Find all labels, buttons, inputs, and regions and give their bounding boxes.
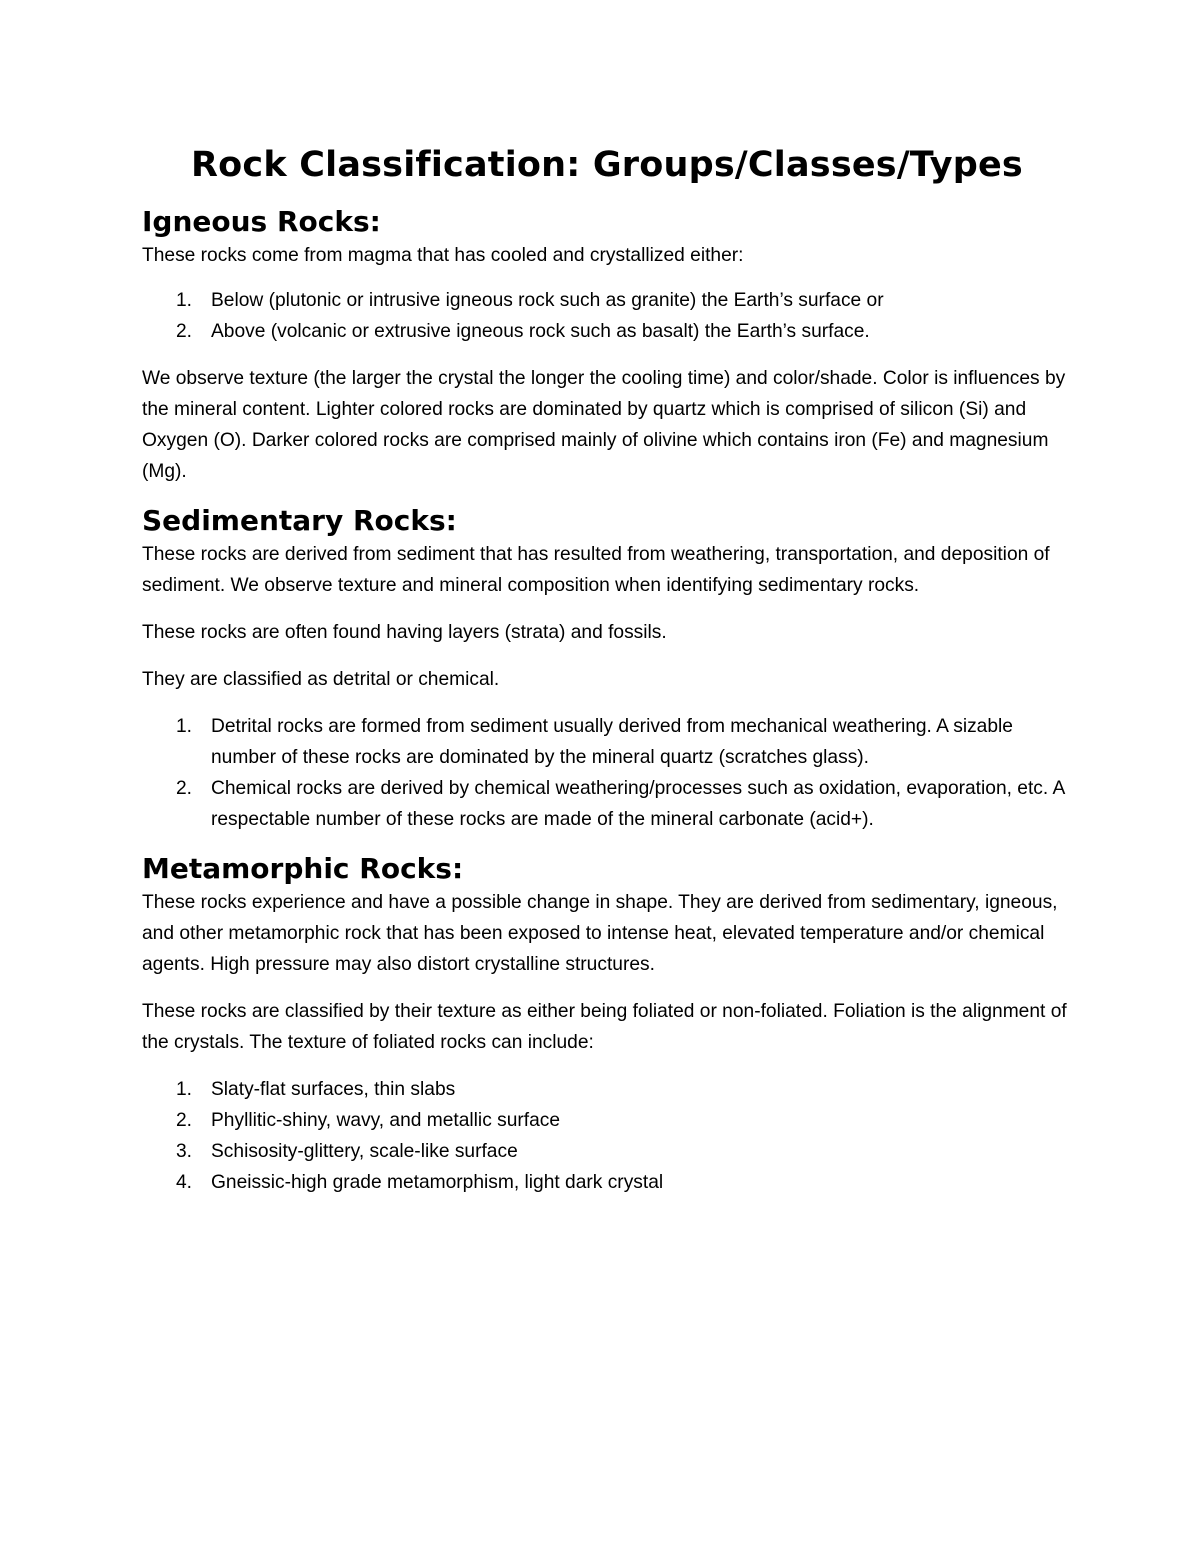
list-item [142,285,1072,316]
sedimentary-paragraph-3: They are classified as detrital or chemical. [142,669,500,690]
sedimentary-section [142,503,1072,835]
list-item-text: Below (plutonic or intrusive igneous rock such as granite) the Earth’s surface or [211,290,884,311]
list-number: 1. [176,716,193,737]
igneous-list [142,285,1072,347]
list-item [142,1136,1072,1167]
sedimentary-paragraph-1: These rocks are derived from sediment that has resulted from weathering, transportation, and deposition of sediment. We observe texture and mineral composition when identifying sedimentary rocks. [142,544,1050,596]
list-number: 3. [176,1141,193,1162]
list-item-text: Above (volcanic or extrusive igneous rock such as basalt) the Earth’s surface. [211,321,870,342]
list-item-text: Gneissic-high grade metamorphism, light dark crystal [211,1172,664,1193]
igneous-intro: These rocks come from magma that has cooled and crystallized either: [142,245,744,266]
document-page [142,138,1072,1214]
list-number: 4. [176,1172,193,1193]
list-item-text: Phyllitic-shiny, wavy, and metallic surface [211,1110,561,1131]
metamorphic-heading: Metamorphic Rocks: [142,852,464,885]
list-number: 1. [176,290,193,311]
metamorphic-paragraph-2: These rocks are classified by their texture as either being foliated or non-foliated. Foliation is the alignment of the crystals. The texture of foliated rocks can include: [142,1001,1067,1053]
metamorphic-list [142,1074,1072,1198]
page-title: Rock Classification: Groups/Classes/Types [191,145,1023,185]
list-item-text: Detrital rocks are formed from sediment usually derived from mechanical weathering. A sizable number of these rocks are dominated by the mineral quartz (scratches glass). [211,716,1013,768]
list-number: 2. [176,1110,193,1131]
list-number: 2. [176,778,193,799]
list-item [142,1167,1072,1198]
metamorphic-section [142,851,1072,1198]
list-item [142,1074,1072,1105]
igneous-body: We observe texture (the larger the crystal the longer the cooling time) and color/shade. Color is influences by the mineral content. Lighter colored rocks are dominated by quartz which is comprised of silicon (Si) and Oxygen (O). Darker colored rocks are comprised mainly of olivine which contains iron (Fe) and magnesium (Mg). [142,368,1066,482]
sedimentary-heading: Sedimentary Rocks: [142,504,457,537]
list-number: 2. [176,321,193,342]
igneous-section [142,204,1072,487]
list-item [142,316,1072,347]
list-item [142,711,1072,773]
sedimentary-list [142,711,1072,835]
igneous-heading: Igneous Rocks: [142,205,381,238]
list-item-text: Slaty-flat surfaces, thin slabs [211,1079,456,1100]
list-item [142,1105,1072,1136]
metamorphic-paragraph-1: These rocks experience and have a possible change in shape. They are derived from sedimentary, igneous, and other metamorphic rock that has been exposed to intense heat, elevated temperature and/or chemical agents. High pressure may also distort crystalline structures. [142,892,1058,975]
list-number: 1. [176,1079,193,1100]
list-item-text: Chemical rocks are derived by chemical weathering/processes such as oxidation, evaporation, etc. A respectable number of these rocks are made of the mineral carbonate (acid+). [211,778,1065,830]
list-item-text: Schisosity-glittery, scale-like surface [211,1141,518,1162]
list-item [142,773,1072,835]
sedimentary-paragraph-2: These rocks are often found having layers (strata) and fossils. [142,622,667,643]
